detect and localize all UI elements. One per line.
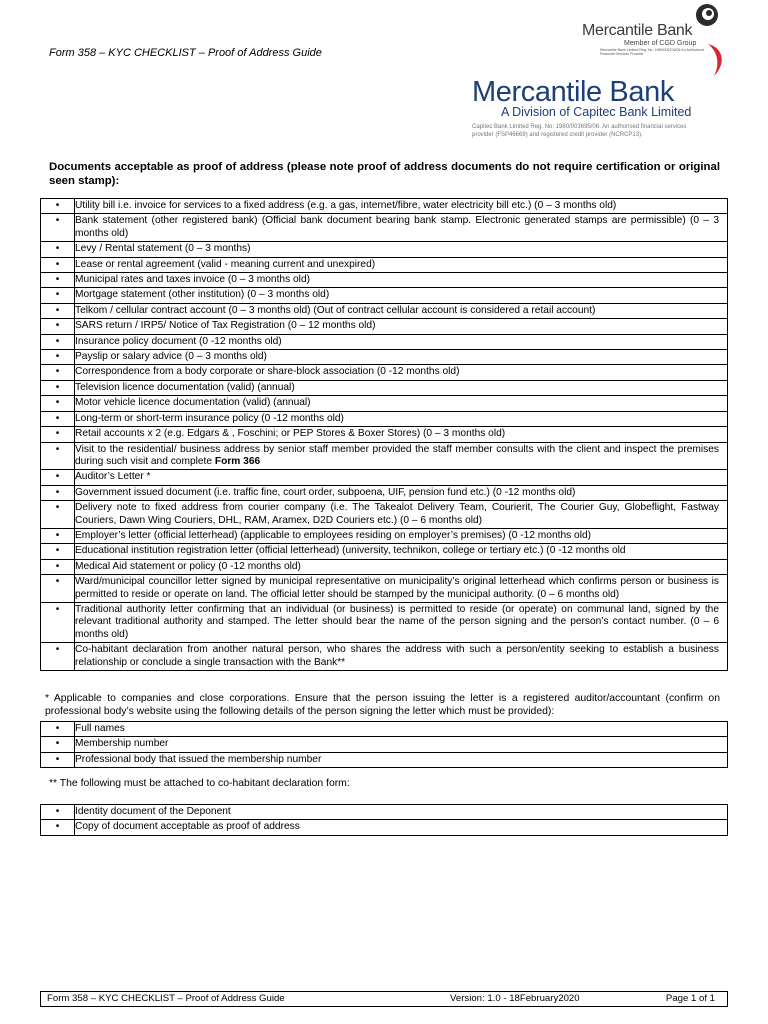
list-item-text (75, 470, 728, 485)
list-item (41, 722, 728, 737)
list-item-text (75, 288, 728, 303)
list-item-text (75, 303, 728, 318)
list-item (41, 380, 728, 395)
list-item-text (75, 319, 728, 334)
item-text: Lease or rental agreement (valid - meaning current and unexpired) (75, 258, 376, 270)
list-item (41, 575, 728, 603)
list-item-text (75, 602, 728, 642)
bullet: • (41, 820, 75, 835)
item-text: Mortgage statement (other institution) (0 – 3 months old) (75, 289, 330, 301)
logo-swirl-icon (694, 2, 720, 28)
list-item-text (75, 820, 728, 835)
list-item (41, 737, 728, 752)
list-item (41, 427, 728, 442)
list-item-text (75, 544, 728, 559)
list-item-text (75, 396, 728, 411)
bullet: • (41, 544, 75, 559)
logo-small-sub: Member of CGD Group (624, 40, 697, 47)
footer-version: Version: 1.0 - 18February2020 (450, 993, 580, 1004)
mercantile-capitec-logo (472, 76, 732, 152)
list-item (41, 303, 728, 318)
auditor-details-table (40, 721, 728, 768)
bullet: • (41, 350, 75, 365)
bullet: • (41, 303, 75, 318)
list-item-text (75, 334, 728, 349)
logo-big-fine: Capitec Bank Limited Reg. No: 1980/003695/06. An authorised financial services provider (FSP46669) and registered credit provider (NCRCP13). (472, 124, 687, 138)
bullet: • (41, 365, 75, 380)
logo-big-sub: A Division of Capitec Bank Limited (501, 105, 692, 119)
list-item-text (75, 411, 728, 426)
footer-page-number: Page 1 of 1 (665, 993, 715, 1004)
list-item-text (75, 273, 728, 288)
item-text: Levy / Rental statement (0 – 3 months) (75, 243, 251, 255)
item-text: Identity document of the Deponent (75, 806, 231, 817)
item-text: Government issued document (i.e. traffic fine, court order, subpoena, UIF, pension fund etc.) (0 -12 months old) (75, 486, 576, 498)
item-text: Traditional authority letter confirming that an individual (or business) is permitted to reside (or operate) on communal land, signed by the relevant traditional authority and stamped. The letter should bear the name of the person signing and the person’s contact number. (0 – 6 months old) (75, 603, 719, 640)
list-item-text (75, 752, 728, 767)
item-text: Utility bill i.e. invoice for services to a fixed address (e.g. a gas, internet/fibre, water electricity bill etc.) (0 – 3 months old) (75, 200, 617, 211)
bullet: • (41, 528, 75, 543)
list-item-text (75, 242, 728, 257)
list-item (41, 559, 728, 574)
bullet: • (41, 602, 75, 642)
bullet: • (41, 257, 75, 272)
list-item-text (75, 528, 728, 543)
list-item (41, 528, 728, 543)
item-text: Television licence documentation (valid) (annual) (75, 381, 295, 393)
bullet: • (41, 643, 75, 671)
bullet: • (41, 319, 75, 334)
list-item (41, 350, 728, 365)
list-item-text (75, 737, 728, 752)
item-text: Payslip or salary advice (0 – 3 months old) (75, 351, 267, 363)
item-text: Auditor’s Letter * (75, 471, 151, 483)
item-text: Full names (75, 723, 125, 734)
list-item-text (75, 722, 728, 737)
list-item (41, 334, 728, 349)
bullet: • (41, 442, 75, 470)
item-text: Delivery note to fixed address from courier company (i.e. The Takealot Delivery Team, Courierit, The Courier Guy, Globeflight, Fastway Couriers, Dawn Wing Couriers, DHL, RAM, Aramex, D2D Couriers etc.) (0 – 6 months old) (75, 502, 719, 526)
intro-heading: Documents acceptable as proof of address (please note proof of address documents do not require certification or original seen stamp): (49, 161, 720, 187)
list-item (41, 199, 728, 214)
bullet: • (41, 273, 75, 288)
list-item-text (75, 214, 728, 242)
bullet: • (41, 470, 75, 485)
list-item (41, 485, 728, 500)
auditor-note: * Applicable to companies and close corporations. Ensure that the person issuing the letter is a registered auditor/accountant (confirm on professional body’s website using the following details of the person signing the letter which must be provided): (45, 693, 720, 717)
item-text: Medical Aid statement or policy (0 -12 months old) (75, 560, 301, 572)
logo-big-name: Mercantile Bank (472, 76, 674, 108)
list-item (41, 501, 728, 529)
bullet: • (41, 334, 75, 349)
list-item (41, 470, 728, 485)
list-item (41, 820, 728, 835)
item-text: Long-term or short-term insurance policy (0 -12 months old) (75, 412, 344, 424)
item-text: Ward/municipal councillor letter signed by municipal representative on municipality’s original letterhead which confirms person or business is permitted to reside or operate on land. The official letter should be stamped by the municipal authority. (0 – 6 months old) (75, 576, 719, 600)
item-text: Professional body that issued the membership number (75, 753, 322, 765)
item-text: Telkom / cellular contract account (0 – 3 months old) (Out of contract cellular account is considered a retail account) (75, 304, 596, 316)
bullet: • (41, 242, 75, 257)
item-bold-text: Form 366 (214, 455, 261, 467)
item-text: Copy of document acceptable as proof of address (75, 821, 300, 833)
bullet: • (41, 427, 75, 442)
list-item (41, 214, 728, 242)
cohabitant-items-table (40, 804, 728, 836)
item-text: Municipal rates and taxes invoice (0 – 3 months old) (75, 274, 310, 286)
list-item-text (75, 257, 728, 272)
page-footer (40, 991, 728, 1007)
bullet: • (41, 752, 75, 767)
list-item-text (75, 442, 728, 470)
item-text: Visit to the residential/ business address by senior staff member provided the staff member consults with the client and inspect the premises during such visit and complete (75, 443, 719, 467)
mercantile-cgd-logo (560, 2, 768, 80)
list-item (41, 643, 728, 671)
list-item (41, 257, 728, 272)
bullet: • (41, 737, 75, 752)
item-text: Co-habitant declaration from another natural person, who shares the address with such a person/entity seeking to establish a business relationship or conclude a single transaction with the Bank** (75, 644, 719, 668)
bullet: • (41, 485, 75, 500)
list-item-text (75, 501, 728, 529)
list-item-text (75, 485, 728, 500)
list-item-text (75, 365, 728, 380)
bullet: • (41, 501, 75, 529)
list-item (41, 288, 728, 303)
item-text: SARS return / IRP5/ Notice of Tax Registration (0 – 12 months old) (75, 320, 376, 332)
item-text: Employer’s letter (official letterhead) (applicable to employees residing on employer’s premises) (0 -12 months old) (75, 529, 592, 541)
list-item-text (75, 805, 728, 820)
bullet: • (41, 214, 75, 242)
item-text: Bank statement (other registered bank) (Official bank document bearing bank stamp. Electronic generated stamps are permissible) (0 – 3 months old) (75, 215, 719, 239)
logo-small-name: Mercantile Bank (582, 22, 693, 39)
bullet: • (41, 288, 75, 303)
bullet: • (41, 575, 75, 603)
cohabitant-note: ** The following must be attached to co-habitant declaration form: (49, 778, 350, 789)
bullet: • (41, 722, 75, 737)
list-item (41, 319, 728, 334)
item-text: Insurance policy document (0 -12 months old) (75, 335, 282, 347)
list-item-text (75, 380, 728, 395)
documents-table (40, 198, 728, 671)
logo-small-fine: Mercantile Bank Limited Reg. No. 1965/006706/06 An Authorised Financial Services Provider (600, 48, 704, 57)
item-text: Motor vehicle licence documentation (valid) (annual) (75, 397, 311, 409)
list-item-text (75, 559, 728, 574)
list-item-text (75, 199, 728, 214)
bullet: • (41, 199, 75, 214)
item-text: Educational institution registration letter (official letterhead) (university, technikon, college or tertiary etc.) (0 -12 months old (75, 545, 626, 557)
bullet: • (41, 396, 75, 411)
page-title: Form 358 – KYC CHECKLIST – Proof of Address Guide (49, 47, 322, 59)
list-item (41, 273, 728, 288)
list-item (41, 365, 728, 380)
item-text: Correspondence from a body corporate or share-block association (0 -12 months old) (75, 366, 460, 378)
list-item-text (75, 575, 728, 603)
item-text: Membership number (75, 738, 169, 750)
list-item (41, 242, 728, 257)
list-item (41, 752, 728, 767)
list-item (41, 544, 728, 559)
bullet: • (41, 380, 75, 395)
bullet: • (41, 559, 75, 574)
list-item-text (75, 643, 728, 671)
item-text: Retail accounts x 2 (e.g. Edgars & , Foschini; or PEP Stores & Boxer Stores) (0 – 3 months old) (75, 428, 506, 440)
list-item (41, 396, 728, 411)
list-item (41, 411, 728, 426)
list-item-text (75, 427, 728, 442)
list-item-text (75, 350, 728, 365)
bullet: • (41, 805, 75, 820)
list-item (41, 805, 728, 820)
list-item (41, 602, 728, 642)
list-item (41, 442, 728, 470)
bullet: • (41, 411, 75, 426)
footer-form-title: Form 358 – KYC CHECKLIST – Proof of Address Guide (47, 993, 285, 1004)
